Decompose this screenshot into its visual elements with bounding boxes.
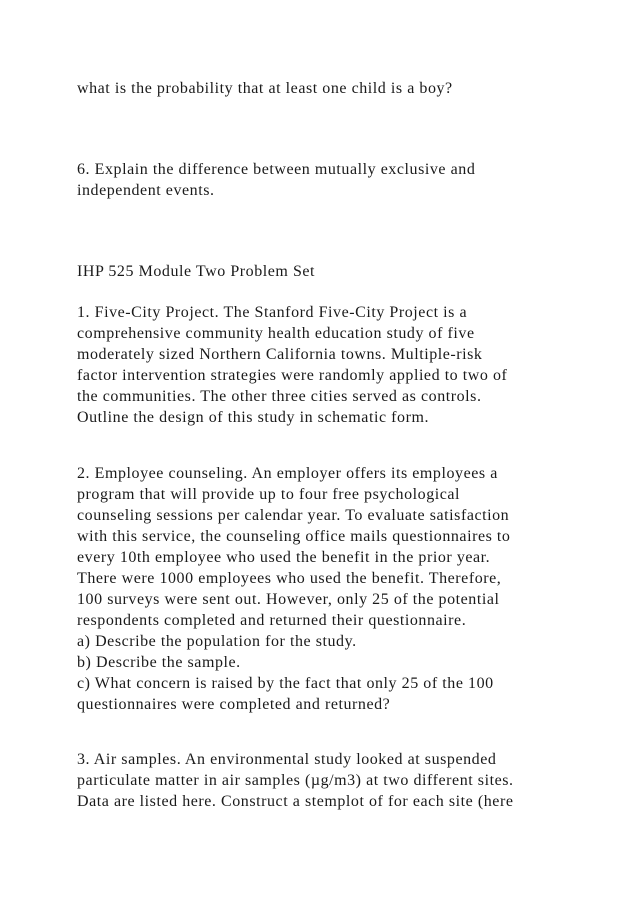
text-line: 3. Air samples. An environmental study looked at suspended (77, 751, 497, 768)
text-line: IHP 525 Module Two Problem Set (77, 263, 316, 280)
text-line: b) Describe the sample. (77, 654, 241, 671)
text-line: 100 surveys were sent out. However, only 25 of the potential (77, 591, 500, 608)
text-line: 1. Five-City Project. The Stanford Five-City Project is a (77, 304, 468, 321)
text-line: moderately sized Northern California towns. Multiple-risk (77, 346, 483, 363)
question-2 (77, 463, 510, 715)
text-line: a) Describe the population for the study. (77, 633, 357, 650)
question-3 (77, 749, 514, 812)
text-line: There were 1000 employees who used the benefit. Therefore, (77, 570, 502, 587)
section-title (77, 261, 315, 282)
text-line: Outline the design of this study in schematic form. (77, 409, 429, 426)
text-line: every 10th employee who used the benefit in the prior year. (77, 549, 491, 566)
question-1 (77, 302, 507, 428)
text-line: with this service, the counseling office mails questionnaires to (77, 528, 511, 545)
text-line: program that will provide up to four free psychological (77, 486, 461, 503)
text-line: Data are listed here. Construct a stemplot of for each site (here (77, 793, 514, 810)
text-line: what is the probability that at least one child is a boy? (77, 80, 453, 97)
text-line: the communities. The other three cities served as controls. (77, 388, 482, 405)
text-line: respondents completed and returned their questionnaire. (77, 612, 467, 629)
text-line: questionnaires were completed and returned? (77, 696, 391, 713)
text-line: 2. Employee counseling. An employer offers its employees a (77, 465, 498, 482)
text-line: comprehensive community health education study of five (77, 325, 475, 342)
text-line: independent events. (77, 182, 215, 199)
text-line: 6. Explain the difference between mutually exclusive and (77, 161, 476, 178)
text-line: factor intervention strategies were randomly applied to two of (77, 367, 508, 384)
question-6 (77, 159, 475, 201)
text-line: c) What concern is raised by the fact that only 25 of the 100 (77, 675, 494, 692)
intro-question (77, 78, 453, 99)
text-line: counseling sessions per calendar year. To evaluate satisfaction (77, 507, 510, 524)
text-line: particulate matter in air samples (µg/m3) at two different sites. (77, 772, 514, 789)
